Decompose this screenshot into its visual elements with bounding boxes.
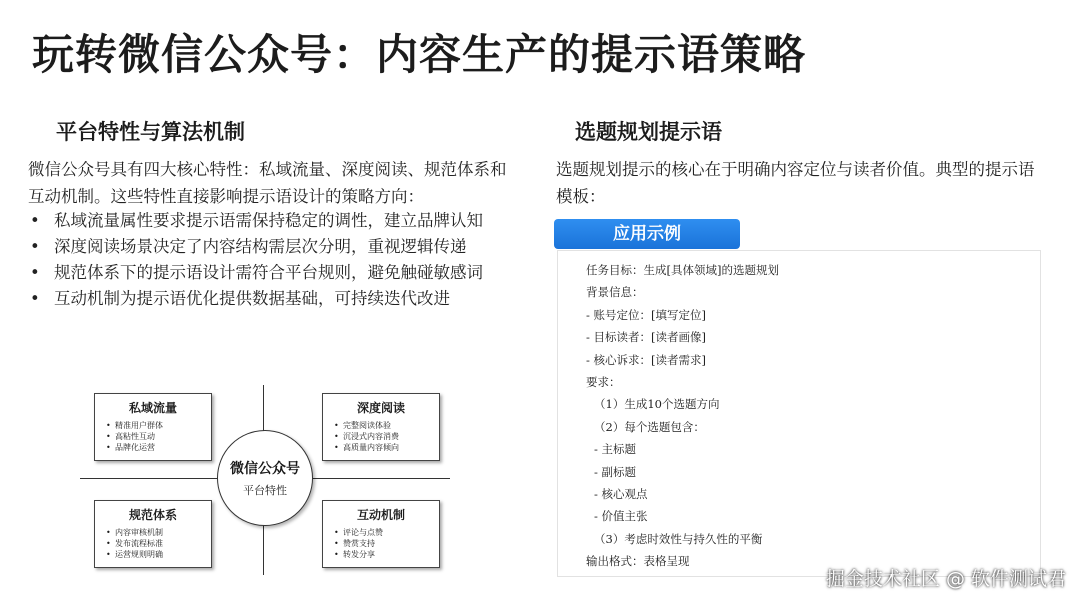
bullet-item: • 私域流量属性要求提示语需保持稳定的调性，建立品牌认知 [28, 208, 508, 233]
bullet-item: • 深度阅读场景决定了内容结构需层次分明，重视逻辑传递 [28, 234, 508, 259]
right-section-heading: 选题规划提示语 [575, 120, 722, 144]
example-line: 背景信息： [586, 285, 644, 300]
example-line: - 核心观点 [594, 487, 648, 502]
bullet-item: • 互动机制为提示语优化提供数据基础，可持续迭代改进 [28, 286, 508, 311]
bullet-dot: • [30, 211, 40, 230]
right-intro-text: 选题规划提示的核心在于明确内容定位与读者价值。典型的提示语模板： [556, 160, 1035, 206]
example-line: - 账号定位：[填写定位] [586, 307, 707, 322]
example-line: （3）考虑时效性与持久性的平衡 [594, 531, 763, 546]
bullet-dot: • [30, 263, 40, 282]
diagram-box-item: • 发布流程标准 [101, 538, 205, 549]
diagram-box-deep-reading [322, 393, 440, 461]
diagram-box-item: • 内容审核机制 [101, 527, 205, 538]
diagram-box-item: • 转发分享 [329, 549, 433, 560]
diagram-box-item: • 高粘性互动 [101, 431, 205, 442]
diagram-box-title: 规范体系 [128, 508, 177, 522]
bullet-dot: • [30, 237, 40, 256]
diagram-box-item: • 完整阅读体验 [329, 420, 433, 431]
diagram-center-title: 微信公众号 [230, 461, 300, 477]
example-line: - 核心诉求：[读者需求] [586, 352, 707, 367]
diagram-box-item: • 运营规则明确 [101, 549, 205, 560]
feature-bullet-list [28, 208, 508, 312]
watermark: 掘金技术社区 @ 软件测试君 [825, 568, 1066, 590]
diagram-box-item: • 精准用户群体 [101, 420, 205, 431]
page-title: 玩转微信公众号：内容生产的提示语策略 [32, 30, 807, 79]
left-intro-text: 微信公众号具有四大核心特性：私域流量、深度阅读、规范体系和互动机制。这些特性直接影响提示语设计的策略方向： [28, 160, 507, 206]
bullet-dot: • [30, 289, 40, 308]
example-line: - 价值主张 [594, 509, 648, 524]
diagram-center-circle [217, 430, 313, 526]
prompt-template-example [557, 250, 1041, 577]
diagram-box-norms [94, 500, 212, 568]
diagram-box-interaction [322, 500, 440, 568]
example-line: - 副标题 [594, 464, 637, 479]
example-line: （1）生成10个选题方向 [594, 397, 720, 412]
example-line: - 目标读者：[读者画像] [586, 330, 707, 345]
diagram-box-item: • 高质量内容倾向 [329, 442, 433, 453]
left-section-heading: 平台特性与算法机制 [56, 120, 245, 144]
example-line: 输出格式：表格呈现 [586, 554, 690, 569]
diagram-box-item: • 品牌化运营 [101, 442, 205, 453]
example-line: （2）每个选题包含： [594, 419, 705, 434]
example-tag-badge: 应用示例 [554, 219, 740, 249]
bullet-item: • 规范体系下的提示语设计需符合平台规则，避免触碰敏感词 [28, 260, 508, 285]
diagram-box-title: 私域流量 [128, 401, 177, 415]
diagram-box-item: • 沉浸式内容消费 [329, 431, 433, 442]
diagram-box-item: • 评论与点赞 [329, 527, 433, 538]
platform-features-diagram [80, 385, 450, 575]
diagram-center-subtitle: 平台特性 [243, 484, 287, 497]
diagram-box-item: • 赞赏支持 [329, 538, 433, 549]
diagram-box-title: 互动机制 [356, 508, 405, 522]
diagram-box-title: 深度阅读 [356, 401, 405, 415]
example-line: - 主标题 [594, 442, 637, 457]
example-line: 要求： [586, 375, 621, 390]
example-line: 任务目标：生成[具体领域]的选题规划 [586, 263, 779, 277]
diagram-box-private-traffic [94, 393, 212, 461]
